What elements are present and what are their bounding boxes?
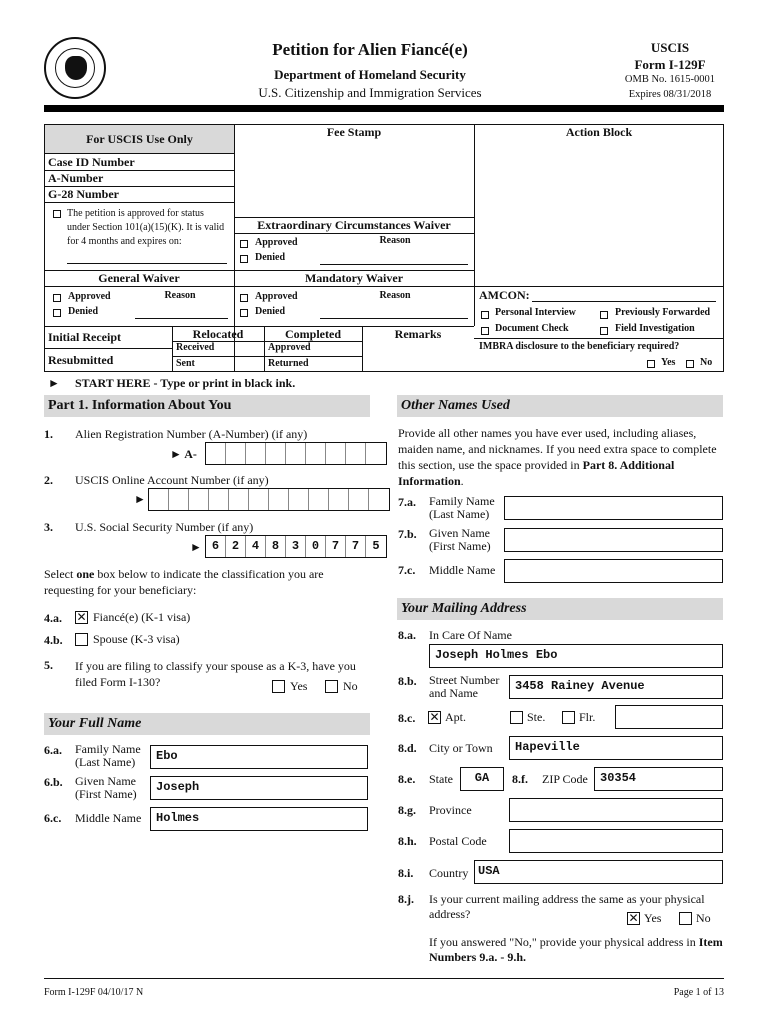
gw-reason-label: Reason bbox=[164, 290, 196, 301]
start-here-text: START HERE - Type or print in black ink. bbox=[75, 376, 296, 390]
approval-text: The petition is approved for status under Section 101(a)(15)(K). It is valid for 4 months and expires on: bbox=[67, 208, 225, 247]
personal-interview-checkbox[interactable] bbox=[481, 311, 489, 319]
ssn-digit: 8 bbox=[266, 536, 286, 557]
flr-checkbox[interactable] bbox=[562, 711, 575, 724]
a-number-prefix: ► A- bbox=[170, 447, 197, 461]
other-family-name-label: Family Name (Last Name) bbox=[429, 494, 495, 521]
i130-no-label: No bbox=[343, 679, 358, 693]
uscis-label: USCIS bbox=[650, 40, 690, 55]
q8d-number: 8.d. bbox=[398, 741, 417, 755]
q8g-number: 8.g. bbox=[398, 803, 416, 817]
other-names-intro: Provide all other names you have ever used, including aliases, maiden name, and nicknames. If you need extra space to complete this section, use the space provided in Part 8. Additional Information. bbox=[398, 426, 717, 488]
q8c-number: 8.c. bbox=[398, 711, 416, 725]
flr-label: Flr. bbox=[579, 710, 596, 724]
completed-label: Completed bbox=[285, 327, 341, 341]
k1-visa-label: Fiancé(e) (K-1 visa) bbox=[93, 610, 191, 624]
ssn-digit: 5 bbox=[372, 539, 380, 553]
mw-denied-label: Denied bbox=[255, 306, 285, 317]
field-investigation-checkbox[interactable] bbox=[600, 327, 608, 335]
personal-interview-label: Personal Interview bbox=[495, 307, 576, 318]
action-block-label: Action Block bbox=[565, 125, 633, 139]
ssn-digit: 0 bbox=[306, 536, 326, 557]
physical-address-note: If you answered "No," provide your physical address in Item Numbers 9.a. - 9.h. bbox=[429, 935, 723, 964]
ste-checkbox[interactable] bbox=[510, 711, 523, 724]
q8i-number: 8.i. bbox=[398, 866, 414, 880]
other-given-name-label: Given Name (First Name) bbox=[429, 526, 491, 553]
q8a-number: 8.a. bbox=[398, 628, 416, 642]
i130-yes-label: Yes bbox=[290, 679, 308, 693]
header-rule bbox=[44, 105, 724, 112]
k3-visa-label: Spouse (K-3 visa) bbox=[93, 632, 180, 646]
omb-number: OMB No. 1615-0001 bbox=[624, 74, 716, 85]
postal-code-input[interactable] bbox=[509, 829, 723, 853]
ecw-approved-label: Approved bbox=[255, 237, 298, 248]
full-name-title: Your Full Name bbox=[48, 716, 142, 731]
imbra-no-label: No bbox=[700, 357, 713, 368]
imbra-no-checkbox[interactable] bbox=[686, 360, 694, 368]
mw-approved-label: Approved bbox=[255, 291, 298, 302]
arrow-icon: ► bbox=[190, 540, 202, 554]
uscis-account-input[interactable] bbox=[148, 488, 390, 511]
other-names-title: Other Names Used bbox=[401, 398, 510, 413]
fee-stamp-label: Fee Stamp bbox=[326, 125, 382, 139]
other-names-header bbox=[397, 395, 723, 417]
ecw-denied-label: Denied bbox=[255, 252, 285, 263]
other-family-name-input[interactable] bbox=[504, 496, 723, 520]
amcon-label: AMCON: bbox=[479, 288, 530, 302]
state-select[interactable]: GA bbox=[460, 767, 504, 791]
classification-instructions: Select one box below to indicate the classification you are requesting for your beneficiary: bbox=[44, 567, 324, 597]
care-of-input[interactable]: Joseph Holmes Ebo bbox=[429, 644, 723, 668]
other-given-name-input[interactable] bbox=[504, 528, 723, 552]
street-label: Street Number and Name bbox=[429, 673, 500, 700]
dhs-seal-logo bbox=[44, 37, 106, 99]
ste-label: Ste. bbox=[527, 710, 546, 724]
gw-approved-label: Approved bbox=[68, 291, 111, 302]
case-id-label: Case ID Number bbox=[48, 155, 135, 169]
care-of-label: In Care Of Name bbox=[429, 628, 512, 642]
q3-number: 3. bbox=[44, 520, 53, 534]
other-middle-name-label: Middle Name bbox=[429, 563, 496, 577]
arrow-icon: ► bbox=[134, 492, 146, 506]
page-number: Page 1 of 13 bbox=[673, 987, 724, 998]
q6a-number: 6.a. bbox=[44, 743, 62, 757]
received-label: Received bbox=[176, 342, 215, 353]
postal-code-label: Postal Code bbox=[429, 834, 487, 848]
city-input[interactable]: Hapeville bbox=[509, 736, 723, 760]
q6b-number: 6.b. bbox=[44, 775, 63, 789]
eagle-icon bbox=[65, 56, 87, 80]
relocated-label: Relocated bbox=[192, 327, 244, 341]
k1-visa-checkbox[interactable]: ✕ bbox=[76, 610, 87, 624]
imbra-yes-label: Yes bbox=[661, 357, 676, 368]
ecw-reason-label: Reason bbox=[379, 235, 411, 246]
ssn-digit: 7 bbox=[346, 536, 366, 557]
footer-form-id: Form I-129F 04/10/17 N bbox=[44, 987, 144, 998]
a-number-input[interactable] bbox=[205, 442, 387, 465]
approved-label: Approved bbox=[268, 342, 311, 353]
state-label: State bbox=[429, 772, 453, 786]
gw-denied-label: Denied bbox=[68, 306, 98, 317]
given-name-label: Given Name (First Name) bbox=[75, 774, 137, 801]
street-input[interactable]: 3458 Rainey Avenue bbox=[509, 675, 723, 699]
same-address-yes-checkbox[interactable]: ✕ bbox=[628, 911, 639, 925]
province-input[interactable] bbox=[509, 798, 723, 822]
q8e-number: 8.e. bbox=[398, 772, 416, 786]
q1-number: 1. bbox=[44, 427, 53, 441]
same-address-question: Is your current mailing address the same as your physical address? bbox=[429, 892, 705, 921]
mw-approved-checkbox[interactable] bbox=[240, 294, 248, 302]
q6c-number: 6.c. bbox=[44, 811, 62, 825]
ssn-digit: 6 bbox=[206, 536, 226, 557]
q5-number: 5. bbox=[44, 658, 53, 672]
a-number-label: A-Number bbox=[48, 171, 104, 185]
full-name-header bbox=[44, 713, 370, 735]
ssn-digit: 3 bbox=[286, 536, 306, 557]
country-input[interactable]: USA bbox=[474, 860, 723, 884]
province-label: Province bbox=[429, 803, 472, 817]
uscis-use-only: For USCIS Use Only bbox=[86, 132, 193, 146]
ecw-approved-checkbox[interactable] bbox=[240, 240, 248, 248]
resubmitted-label: Resubmitted bbox=[48, 353, 114, 367]
apt-checkbox[interactable]: ✕ bbox=[429, 710, 440, 724]
ssn-input[interactable] bbox=[205, 535, 387, 558]
dept-name: Department of Homeland Security bbox=[274, 67, 466, 82]
q8j-number: 8.j. bbox=[398, 892, 414, 906]
part1-title: Part 1. Information About You bbox=[48, 398, 232, 413]
same-address-no-checkbox[interactable] bbox=[679, 912, 692, 925]
zip-input[interactable]: 30354 bbox=[594, 767, 723, 791]
q7b-number: 7.b. bbox=[398, 527, 417, 541]
same-address-yes-label: Yes bbox=[644, 911, 662, 925]
middle-name-input[interactable]: Holmes bbox=[150, 807, 368, 831]
g28-label: G-28 Number bbox=[48, 187, 119, 201]
middle-name-label: Middle Name bbox=[75, 811, 142, 825]
returned-label: Returned bbox=[268, 358, 309, 369]
part1-header bbox=[44, 395, 370, 417]
q3-label: U.S. Social Security Number (if any) bbox=[75, 520, 254, 534]
q8h-number: 8.h. bbox=[398, 834, 417, 848]
document-check-checkbox[interactable] bbox=[481, 327, 489, 335]
same-address-no-label: No bbox=[696, 911, 711, 925]
mandatory-waiver-label: Mandatory Waiver bbox=[304, 271, 404, 285]
country-label: Country bbox=[429, 866, 469, 880]
start-here-arrow: ► bbox=[48, 376, 60, 390]
i130-yes-checkbox[interactable] bbox=[272, 680, 285, 693]
given-name-input[interactable]: Joseph bbox=[150, 776, 368, 800]
previously-forwarded-checkbox[interactable] bbox=[600, 311, 608, 319]
city-label: City or Town bbox=[429, 741, 493, 755]
i130-no-checkbox[interactable] bbox=[325, 680, 338, 693]
previously-forwarded-label: Previously Forwarded bbox=[615, 307, 711, 318]
form-id: Form I-129F bbox=[634, 57, 706, 72]
zip-label: ZIP Code bbox=[542, 772, 588, 786]
mw-reason-label: Reason bbox=[379, 290, 411, 301]
q1-label: Alien Registration Number (A-Number) (if any) bbox=[75, 427, 308, 441]
ecw-label: Extraordinary Circumstances Waiver bbox=[257, 218, 451, 232]
sent-label: Sent bbox=[176, 358, 195, 369]
family-name-input[interactable]: Ebo bbox=[150, 745, 368, 769]
ssn-digit: 2 bbox=[226, 536, 246, 557]
q7a-number: 7.a. bbox=[398, 495, 416, 509]
expiration-date: Expires 08/31/2018 bbox=[628, 89, 712, 100]
q7c-number: 7.c. bbox=[398, 563, 416, 577]
k3-visa-checkbox[interactable] bbox=[75, 633, 88, 646]
gw-approved-checkbox[interactable] bbox=[53, 294, 61, 302]
initial-receipt-label: Initial Receipt bbox=[48, 330, 121, 344]
mw-denied-checkbox[interactable] bbox=[240, 309, 248, 317]
family-name-label: Family Name (Last Name) bbox=[75, 742, 141, 769]
agency-name: U.S. Citizenship and Immigration Services bbox=[258, 85, 482, 100]
q5-label: If you are filing to classify your spouse as a K-3, have you filed Form I-130? bbox=[75, 659, 356, 689]
ssn-digit: 4 bbox=[246, 536, 266, 557]
document-check-label: Document Check bbox=[495, 323, 569, 334]
ecw-denied-checkbox[interactable] bbox=[240, 255, 248, 263]
remarks-label: Remarks bbox=[394, 327, 442, 341]
approval-checkbox[interactable] bbox=[53, 210, 61, 218]
unit-number-input[interactable] bbox=[615, 705, 723, 729]
q2-number: 2. bbox=[44, 473, 53, 487]
imbra-question: IMBRA disclosure to the beneficiary required? bbox=[479, 341, 680, 352]
q8f-number: 8.f. bbox=[512, 772, 528, 786]
imbra-yes-checkbox[interactable] bbox=[647, 360, 655, 368]
apt-label: Apt. bbox=[445, 710, 466, 724]
q2-label: USCIS Online Account Number (if any) bbox=[75, 473, 269, 487]
mailing-address-header bbox=[397, 598, 723, 620]
q4a-number: 4.a. bbox=[44, 611, 62, 625]
q4b-number: 4.b. bbox=[44, 633, 63, 647]
q8b-number: 8.b. bbox=[398, 674, 417, 688]
form-title: Petition for Alien Fiancé(e) bbox=[272, 40, 468, 59]
field-investigation-label: Field Investigation bbox=[615, 323, 695, 334]
ssn-digit: 7 bbox=[326, 536, 346, 557]
other-middle-name-input[interactable] bbox=[504, 559, 723, 583]
general-waiver-label: General Waiver bbox=[98, 271, 180, 285]
gw-denied-checkbox[interactable] bbox=[53, 309, 61, 317]
mailing-address-title: Your Mailing Address bbox=[401, 601, 527, 616]
